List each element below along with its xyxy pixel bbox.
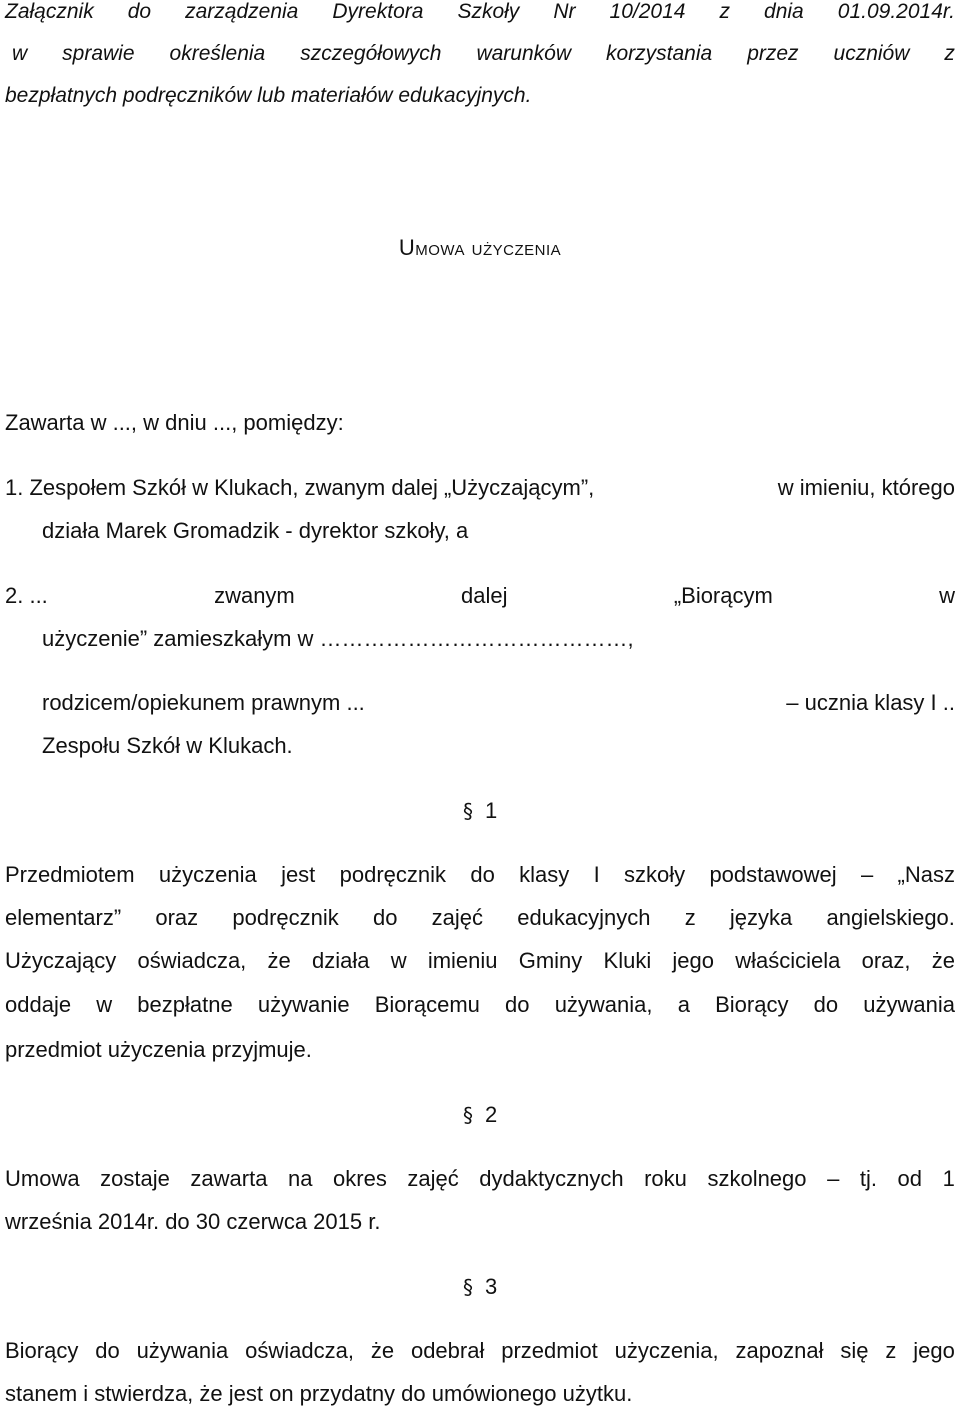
- word: korzystania: [605, 42, 713, 65]
- word: szkoły: [624, 862, 686, 887]
- word: do: [505, 992, 530, 1017]
- word: Biorący: [715, 992, 789, 1017]
- word: jego: [913, 1338, 955, 1363]
- word: oświadcza,: [137, 948, 247, 973]
- section-1-line-3: [5, 948, 955, 974]
- word: zostaje: [100, 1166, 170, 1191]
- word: Nr: [553, 0, 576, 23]
- word: w: [939, 583, 955, 608]
- word: imieniu: [427, 948, 498, 973]
- section-1-line-1: [5, 862, 955, 888]
- word: jest: [281, 862, 316, 887]
- document-title: Umowa użyczenia: [398, 235, 562, 260]
- word: 1: [942, 1166, 955, 1191]
- word: odebrał: [410, 1338, 485, 1363]
- word: użyczenia,: [614, 1338, 719, 1363]
- word: Umowa: [5, 1166, 80, 1191]
- word: zwanym: [214, 583, 295, 608]
- word: w: [390, 948, 407, 973]
- word: „Biorącym: [673, 583, 773, 608]
- word: podręcznik: [232, 905, 339, 930]
- word: sprawie: [62, 42, 135, 65]
- word: się: [840, 1338, 869, 1363]
- word: jego: [672, 948, 715, 973]
- word: 01.09.2014r.: [837, 0, 955, 23]
- header-line-1: [5, 0, 955, 24]
- word: w: [12, 42, 28, 65]
- word: używania: [863, 992, 955, 1017]
- word: 2. ...: [5, 583, 48, 608]
- section-3-line-2: stanem i stwierdza, że jest on przydatny do umówionego użytku.: [5, 1381, 633, 1406]
- word: na: [287, 1166, 313, 1191]
- word: podstawowej: [709, 862, 837, 887]
- word: angielskiego.: [826, 905, 955, 930]
- party2-line-3-left: rodzicem/opiekunem prawnym ...: [42, 690, 365, 715]
- party1-line-1-left: 1. Zespołem Szkół w Klukach, zwanym dalej „Użyczającym”,: [5, 475, 595, 500]
- word: dalej: [461, 583, 508, 608]
- word: okres: [333, 1166, 387, 1191]
- word: z: [885, 1338, 897, 1363]
- word: warunków: [476, 42, 571, 65]
- word: –: [827, 1166, 840, 1191]
- word: zawarta: [190, 1166, 268, 1191]
- section-2-heading: [463, 1102, 497, 1128]
- word: Załącznik: [5, 0, 94, 23]
- section-1-line-5: przedmiot użyczenia przyjmuje.: [5, 1037, 312, 1062]
- word: do: [127, 0, 152, 23]
- section-1-line-4: [5, 992, 955, 1018]
- word: Biorącemu: [374, 992, 480, 1017]
- word: 10/2014: [609, 0, 686, 23]
- section-1-number: 1: [485, 798, 498, 823]
- word: języka: [729, 905, 793, 930]
- section-3-heading: [463, 1274, 497, 1300]
- word: podręcznik: [339, 862, 447, 887]
- header-line-2: [12, 42, 955, 66]
- word: tj.: [859, 1166, 877, 1191]
- word: Dyrektora: [332, 0, 424, 23]
- word: bezpłatne: [137, 992, 233, 1017]
- word: uczniów: [833, 42, 910, 65]
- word: roku: [644, 1166, 687, 1191]
- section-2-line-2: września 2014r. do 30 czerwca 2015 r.: [5, 1209, 381, 1234]
- section-sign-icon: §: [463, 1275, 473, 1299]
- section-3-number: 3: [485, 1274, 498, 1299]
- word: Biorący: [5, 1338, 79, 1363]
- word: Kluki: [603, 948, 652, 973]
- word: do: [372, 905, 398, 930]
- word: z: [684, 905, 696, 930]
- word: do: [470, 862, 495, 887]
- section-sign-icon: §: [463, 1103, 473, 1127]
- word: oświadcza,: [245, 1338, 354, 1363]
- word: „Nasz: [897, 862, 955, 887]
- party1-line-1-right: w imieniu, którego: [777, 475, 955, 500]
- word: szczegółowych: [300, 42, 442, 65]
- word: od: [897, 1166, 923, 1191]
- word: zapoznał: [735, 1338, 824, 1363]
- header-line-3: bezpłatnych podręczników lub materiałów edukacyjnych.: [5, 84, 532, 107]
- intro-line: Zawarta w ..., w dniu ..., pomiędzy:: [5, 410, 344, 435]
- word: używania,: [554, 992, 653, 1017]
- party2-line-1: [5, 583, 955, 609]
- word: zajęć: [431, 905, 483, 930]
- word: Gminy: [518, 948, 583, 973]
- word: Przedmiotem: [5, 862, 135, 887]
- word: klasy: [519, 862, 570, 887]
- word: z: [719, 0, 730, 23]
- word: użyczenia: [158, 862, 257, 887]
- word: że: [267, 948, 291, 973]
- word: –: [860, 862, 874, 887]
- word: do: [95, 1338, 120, 1363]
- word: przez: [747, 42, 799, 65]
- word: dydaktycznych: [479, 1166, 624, 1191]
- word: określenia: [169, 42, 266, 65]
- word: dnia: [764, 0, 804, 23]
- party2-line-3-right: – ucznia klasy I ..: [786, 690, 955, 715]
- section-1-line-2: [5, 905, 955, 931]
- word: Szkoły: [457, 0, 520, 23]
- word: działa: [312, 948, 370, 973]
- word: zajęć: [407, 1166, 459, 1191]
- word: szkolnego: [707, 1166, 807, 1191]
- word: używanie: [257, 992, 350, 1017]
- word: oraz: [155, 905, 199, 930]
- word: elementarz”: [5, 905, 122, 930]
- word: właściciela: [735, 948, 841, 973]
- word: w: [96, 992, 113, 1017]
- word: że: [931, 948, 955, 973]
- word: zarządzenia: [185, 0, 299, 23]
- section-3-line-1: [5, 1338, 955, 1364]
- word: I: [593, 862, 600, 887]
- section-2-number: 2: [485, 1102, 498, 1127]
- word: a: [677, 992, 690, 1017]
- word: przedmiot: [501, 1338, 598, 1363]
- word: z: [944, 42, 955, 65]
- party2-line-2: użyczenie” zamieszkałym w ……………………………………,: [42, 626, 634, 651]
- section-1-heading: [463, 798, 497, 824]
- word: oddaje: [5, 992, 72, 1017]
- party2-line-4: Zespołu Szkół w Klukach.: [42, 733, 293, 758]
- word: do: [813, 992, 839, 1017]
- word: używania: [136, 1338, 229, 1363]
- party1-line-2: działa Marek Gromadzik - dyrektor szkoły, a: [42, 518, 469, 543]
- word: edukacyjnych: [517, 905, 651, 930]
- word: że: [370, 1338, 395, 1363]
- section-2-line-1: [5, 1166, 955, 1192]
- word: oraz,: [861, 948, 911, 973]
- word: Użyczający: [5, 948, 117, 973]
- section-sign-icon: §: [463, 799, 473, 823]
